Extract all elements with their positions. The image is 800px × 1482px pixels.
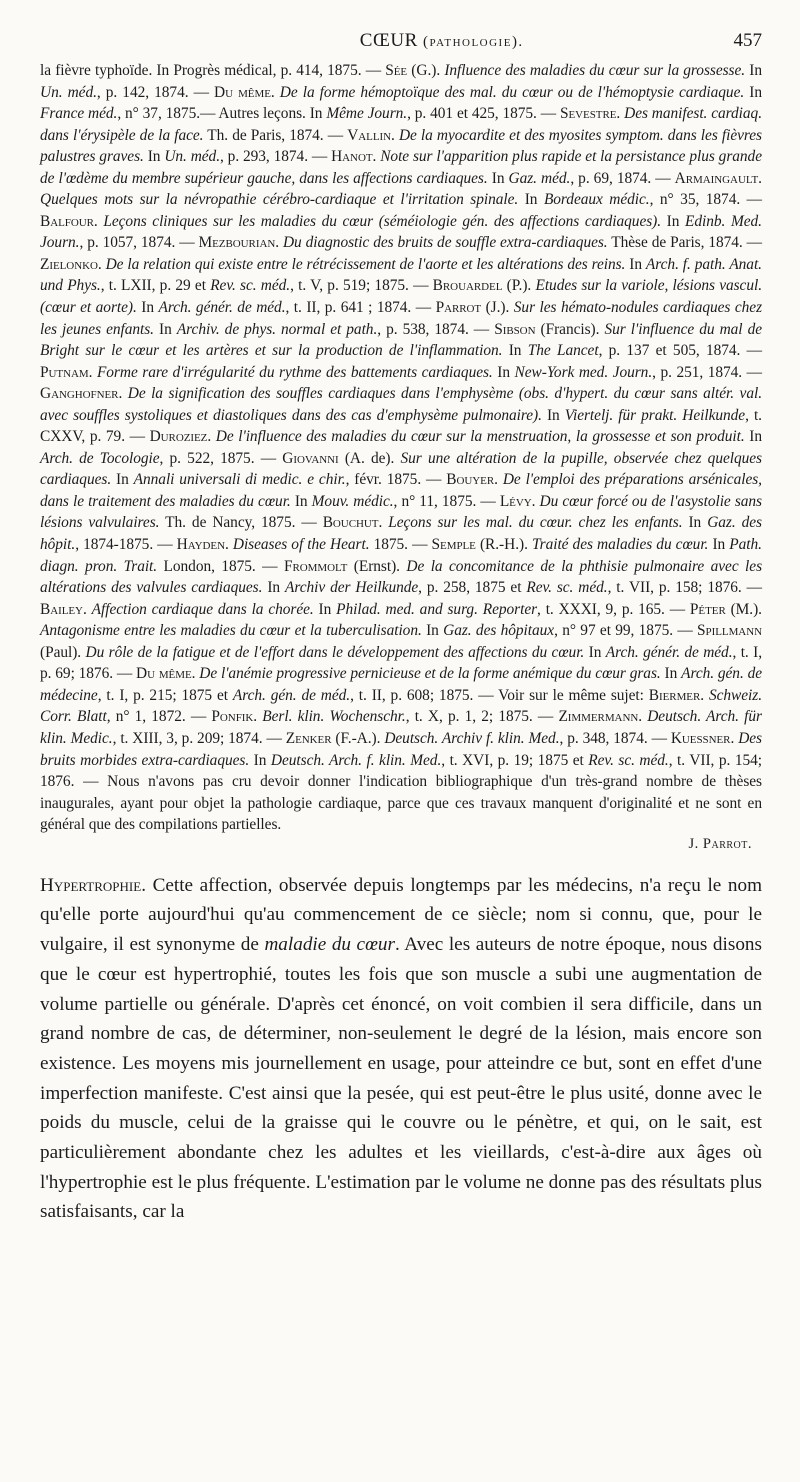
running-title-sub: (pathologie). xyxy=(423,34,524,50)
bib-author: Bailey xyxy=(40,600,83,618)
bib-author: Balfour xyxy=(40,212,94,230)
bib-journal: Schweiz. Corr. Blatt xyxy=(40,686,763,726)
bib-text: , t. LXII, p. 29 et xyxy=(100,277,211,295)
bib-text: Th. de Paris, 1874. — xyxy=(203,126,348,144)
bib-text: , t. VII, p. 158; 1876. — xyxy=(607,579,762,597)
bib-author: Zimmermann xyxy=(558,708,639,726)
bib-journal: Arch. génér. de méd. xyxy=(158,299,286,317)
bib-text: In xyxy=(136,299,159,317)
bib-text: . xyxy=(191,665,200,683)
bib-author: Kuessner xyxy=(670,729,731,747)
bib-title: De l'influence des maladies du cœur sur la menstruation, la grossesse et son produit. xyxy=(215,428,745,446)
bib-text: . xyxy=(275,234,283,252)
bib-text: , p. 142, 1874. — xyxy=(96,83,215,101)
bib-author: Du même xyxy=(214,83,271,101)
bib-text: , t. V, p. 519; 1875. — xyxy=(290,277,433,295)
bib-author: Spillmann xyxy=(697,622,762,640)
bib-text: . xyxy=(378,514,389,532)
bib-author: Frommolt xyxy=(283,557,348,575)
bib-journal: Archiv der Heilkunde xyxy=(285,579,419,597)
bib-text: . xyxy=(118,385,128,403)
bib-text: In xyxy=(744,428,762,446)
bib-journal: Viertelj. für prakt. Heilkunde xyxy=(564,406,746,424)
bib-title: Traité des maladies du cœur. xyxy=(531,536,709,554)
bib-journal: Rev. sc. méd. xyxy=(588,751,669,769)
bib-text: . xyxy=(531,492,540,510)
bib-journal: Mouv. médic. xyxy=(311,492,394,510)
bib-author: Hayden xyxy=(176,536,225,554)
bib-title: Influence des maladies du cœur sur la grossesse. xyxy=(444,62,746,79)
bib-text: , p. 258, 1875 et xyxy=(418,579,527,597)
bib-title: Leçons sur les mal. du cœur. chez les enfants. xyxy=(388,514,683,532)
bib-author: Bouyer xyxy=(446,471,495,489)
bib-text: , t. XVI, p. 19; 1875 et xyxy=(441,751,589,769)
bib-journal: France méd. xyxy=(40,105,118,123)
bib-text: (J.). xyxy=(481,299,514,317)
bib-text: , p. 69, 1874. — xyxy=(570,169,675,187)
main-text: Cette affection, observée depuis longtemps par les médecins, n'a reçu le nom qu'elle porte aujourd'hui qu'au commencement de ce siècle; nom si connu, que, pour le vulgaire, il est synonyme de xyxy=(40,874,762,956)
bib-text: (M.). xyxy=(725,600,762,618)
bib-journal: Gaz. des hôpitaux xyxy=(443,622,555,640)
bib-text: , t. CXXV, p. 79. — xyxy=(40,406,762,446)
main-text: . Avec les auteurs de notre époque, nous disons que le cœur est hypertrophié, toutes les fois que son muscle a subi une augmentation de volume partielle ou générale. D'après cet énoncé, on voit combien il sera difficile, dans un grand nombre de cas, de déterminer, non-seulement le degré de la lésion, mais encore son existence. Les moyens mis journellement en usage, pour atteindre ce but, sont en effet d'une imperfection manifeste. C'est ainsi que la pesée, qui est peut-être le plus usité, donne avec le poids du muscle, celui de la graisse qui le couvre ou le pénètre, et qui, on le sait, est particulièrement abondante chez les adultes et les vieillards, c'est-à-dire aux âges où l'hypertrophie est le plus fréquente. L'estimation par le volume ne donne pas des résultats plus satisfaisants, car la xyxy=(40,934,762,1223)
bib-author: Zielonko xyxy=(40,255,98,273)
bib-journal: Path. diagn. pron. Trait. xyxy=(40,536,762,575)
bib-journal: Annali universali di medic. e chir. xyxy=(133,471,346,489)
section-heading: Hypertrophie. xyxy=(40,874,146,896)
bib-journal: Archiv. de phys. normal et path. xyxy=(176,320,378,338)
bib-journal: Deutsch. Arch. für klin. Medic. xyxy=(40,708,762,747)
bib-text: . xyxy=(638,708,648,726)
bib-author: Sevestre xyxy=(559,105,617,123)
bib-text: In xyxy=(518,191,544,209)
page xyxy=(40,30,762,1227)
bib-text: . xyxy=(700,686,709,704)
bib-author: Ganghofner xyxy=(40,385,119,403)
bib-text: In xyxy=(153,320,177,338)
bib-text: , p. 251, 1874. — xyxy=(652,363,762,381)
bib-text: . xyxy=(758,169,762,187)
bib-text: In xyxy=(708,536,730,554)
bib-text: , t. X, p. 1, 2; 1875. — xyxy=(405,708,559,726)
bib-text: , févr. 1875. — xyxy=(345,471,447,489)
author-signature: J. Parrot. xyxy=(688,835,752,852)
bib-title: Des bruits morbides extra-cardiaques. xyxy=(40,729,762,769)
bib-journal: Gaz. des hôpit. xyxy=(40,514,762,554)
bib-journal: Arch. de Tocologie xyxy=(40,449,160,467)
bib-journal: Rev. sc. méd. xyxy=(210,277,291,295)
bib-author: Brouardel xyxy=(432,277,503,295)
bib-text: In xyxy=(745,62,762,79)
bib-author: Bouchut xyxy=(322,514,379,532)
bib-text: , p. 293, 1874. — xyxy=(220,148,332,166)
bib-title: Sur l'influence du mal de Bright sur le cœur et les artères et sur la production de l'inflammation. xyxy=(40,320,762,360)
bib-title: Des manifest. cardiaq. dans l'érysipèle de la face. xyxy=(40,105,762,144)
bib-text: (A. de). xyxy=(338,449,401,467)
bib-text: , p. 1057, 1874. — xyxy=(79,234,199,252)
bib-journal: Un. méd. xyxy=(40,83,97,101)
bib-title: De la myocardite et des myosites symptom. dans les fièvres palustres graves. xyxy=(40,126,762,166)
bib-text: In xyxy=(625,255,646,273)
main-paragraph xyxy=(40,871,762,1227)
bib-journal: Philad. med. and surg. Reporter xyxy=(336,600,538,618)
bib-text: , n° 35, 1874. — xyxy=(649,191,762,209)
bib-title: De l'anémie progressive pernicieuse et de la forme anémique du cœur gras. xyxy=(199,665,661,683)
bib-text: , p. 401 et 425, 1875. — xyxy=(407,105,560,123)
bib-text: (Francis). xyxy=(535,320,605,338)
running-title xyxy=(40,30,734,52)
bib-title: De la concomitance de la phthisie pulmonaire avec les altérations des valvules cardiaques. xyxy=(40,557,763,597)
bib-author: Duroziez xyxy=(149,428,208,446)
bib-text: , p. 538, 1874. — xyxy=(377,320,495,338)
main-emphasis: maladie du cœur xyxy=(264,934,395,956)
bib-author: Biermer xyxy=(648,686,701,704)
bib-text: In xyxy=(502,342,528,360)
bib-title: Du cœur forcé ou de l'asystolie sans lésions valvulaires. xyxy=(40,492,762,532)
bib-title: Affection cardiaque dans la chorée. xyxy=(91,600,314,618)
bib-title: Du rôle de la fatigue et de l'effort dans le développement des affections du cœur. xyxy=(85,643,585,661)
bib-text: , n° 37, 1875.— Autres leçons. In xyxy=(117,105,327,123)
bib-text: (P.). xyxy=(502,277,536,295)
bib-text: , t. II, p. 641 ; 1874. — xyxy=(285,299,436,317)
bib-journal: Arch. f. path. Anat. und Phys. xyxy=(40,255,762,295)
bib-text: In xyxy=(313,600,337,618)
bib-author: Hanot xyxy=(331,148,373,166)
bib-title: Quelques mots sur la névropathie cérébro-cardiaque et l'irritation spinale. xyxy=(40,191,519,209)
bib-title: De la relation qui existe entre le rétrécissement de l'aorte et les altérations des reins. xyxy=(105,255,626,273)
bib-text: In xyxy=(492,363,515,381)
bib-text: In xyxy=(584,643,606,661)
page-number: 457 xyxy=(733,30,762,51)
bibliography-paragraph xyxy=(40,60,762,836)
bib-text: In xyxy=(111,471,134,489)
bib-title: Antagonisme entre les maladies du cœur et la tuberculisation. xyxy=(40,622,422,640)
bib-text: . xyxy=(82,600,92,618)
bib-text: In xyxy=(682,514,708,532)
running-head xyxy=(40,30,762,58)
bib-text: . xyxy=(391,126,399,144)
bib-text: (F.-A.). xyxy=(331,729,385,747)
bib-text: In xyxy=(744,83,762,101)
bib-text: (R.-H.). xyxy=(475,536,532,554)
bib-text: . xyxy=(730,729,739,747)
bib-text: 1875. — xyxy=(369,536,432,554)
bib-text: . xyxy=(270,83,280,101)
bib-text: In xyxy=(262,579,285,597)
bib-text: Th. de Nancy, 1875. — xyxy=(159,514,323,532)
bib-title: Note sur l'apparition plus rapide et la persistance plus grande de l'œdème du membre supérieur gauche, dans les affections cardiaques. xyxy=(40,148,762,187)
bib-journal: Bordeaux médic. xyxy=(543,191,650,209)
bib-title: Etudes sur la variole, lésions vascul. (cœur et aorte). xyxy=(40,277,763,317)
bib-text: In xyxy=(290,492,312,510)
bib-text: In xyxy=(249,751,271,769)
bib-author: Vallin xyxy=(347,126,392,144)
bib-journal: Un. méd. xyxy=(164,148,220,166)
bib-text: In xyxy=(660,665,682,683)
bib-title: De la signification des souffles cardiaques dans l'emphysème (obs. d'hypert. du cœur sans altér. val. avec souffles systoliques et diastoliques dans des cas d'emphysème pulmonaire). xyxy=(40,385,762,424)
bib-text: , t. I, p. 215; 1875 et xyxy=(97,686,233,704)
bib-title: Diseases of the Heart. xyxy=(232,536,370,554)
bib-text: . xyxy=(207,428,216,446)
bib-journal: The Lancet xyxy=(527,342,599,360)
bib-text: . xyxy=(93,212,104,230)
bib-author: Péter xyxy=(689,600,726,618)
bib-author: Lévy xyxy=(499,492,532,510)
bib-author: Armaingault xyxy=(674,169,759,187)
bib-text: . xyxy=(97,255,106,273)
bib-journal: Arch. gén. de médecine xyxy=(40,665,763,704)
bib-author: Putnam xyxy=(40,363,89,381)
bib-author: Ponfik xyxy=(211,708,254,726)
bib-text: Thèse de Paris, 1874. — xyxy=(607,234,763,252)
bib-journal: Arch. génér. de méd. xyxy=(605,643,733,661)
bib-text: In xyxy=(661,212,686,230)
bib-title: Forme rare d'irrégularité du rythme des battements cardiaques. xyxy=(96,363,493,381)
bib-journal: Deutsch. Archiv f. klin. Med. xyxy=(384,729,560,747)
bib-journal: Edinb. Med. Journ. xyxy=(40,212,762,252)
bib-author: Mezbourian xyxy=(198,234,276,252)
bib-text: . xyxy=(616,105,625,123)
bib-text: , t. VII, p. 154; 1876. — Nous n'avons pas cru devoir donner l'indication bibliographique d'un très-grand nombre de thèses inaugurales, ayant pour objet la pathologie cardiaque, parce que ces travaux manquent d'originalité et ne sont en général que des compilations partielles. xyxy=(40,751,762,834)
bib-title: De la forme hémoptoïque des mal. du cœur ou de l'hémoptysie cardiaque. xyxy=(279,83,745,101)
bib-text: London, 1875. — xyxy=(157,557,284,575)
bib-title: Sur une altération de la pupille, observée chez quelques cardiaques. xyxy=(40,449,762,489)
bib-journal: Même Journ. xyxy=(326,105,408,123)
bib-text: , t. XIII, 3, p. 209; 1874. — xyxy=(112,729,286,747)
bib-journal: New-York med. Journ. xyxy=(514,363,653,381)
bib-author: Giovanni xyxy=(282,449,339,467)
bib-text: , t. I, p. 69; 1876. — xyxy=(40,643,763,683)
bib-text: (G.). xyxy=(407,62,445,79)
bib-journal: Arch. gén. de méd. xyxy=(232,686,351,704)
bib-author: Zenker xyxy=(285,729,332,747)
bib-text: . xyxy=(494,471,503,489)
bib-text: , n° 97 et 99, 1875. — xyxy=(554,622,698,640)
bib-author: Sibson xyxy=(494,320,536,338)
bib-text: In xyxy=(421,622,444,640)
bib-text: , t. XXXI, 9, p. 165. — xyxy=(537,600,690,618)
bib-author: Du même xyxy=(136,665,192,683)
bib-text: . xyxy=(224,536,233,554)
bib-title: De l'emploi des préparations arsénicales, dans le traitement des maladies du cœur. xyxy=(40,471,762,510)
bib-text: , n° 1, 1872. — xyxy=(106,708,212,726)
bib-text: (Paul). xyxy=(40,643,86,661)
bib-author: Semple xyxy=(431,536,476,554)
bib-text: In xyxy=(487,169,509,187)
bib-text: (Ernst). xyxy=(347,557,407,575)
bib-journal: Rev. sc. méd. xyxy=(526,579,608,597)
bib-title: Leçons cliniques sur les maladies du cœur (séméiologie gén. des affections cardiaques). xyxy=(103,212,662,230)
bib-journal: Berl. klin. Wochenschr. xyxy=(262,708,406,726)
bib-author: Sée xyxy=(385,62,408,79)
bib-text: . xyxy=(88,363,97,381)
bib-text: , p. 522, 1875. — xyxy=(159,449,283,467)
bib-title: Sur les hémato-nodules cardiaques chez les jeunes enfants. xyxy=(40,299,763,338)
running-title-main: CŒUR xyxy=(359,30,418,51)
bib-text: , 1874-1875. — xyxy=(75,536,177,554)
bib-text: , n° 11, 1875. — xyxy=(393,492,500,510)
bib-author: Parrot xyxy=(435,299,482,317)
bib-text: . xyxy=(372,148,381,166)
bib-text: . xyxy=(253,708,263,726)
bib-text: , p. 348, 1874. — xyxy=(559,729,671,747)
bib-text: In xyxy=(541,406,565,424)
bib-journal: Gaz. méd. xyxy=(508,169,571,187)
bib-title: Du diagnostic des bruits de souffle extra-cardiaques. xyxy=(282,234,608,252)
bib-text: la fièvre typhoïde. In Progrès médical, p. 414, 1875. — xyxy=(40,62,386,79)
bib-journal: Deutsch. Arch. f. klin. Med. xyxy=(270,751,442,769)
bib-text: , t. II, p. 608; 1875. — Voir sur le même sujet: xyxy=(350,686,649,704)
bib-text: , p. 137 et 505, 1874. — xyxy=(598,342,762,360)
bib-text: In xyxy=(143,148,165,166)
